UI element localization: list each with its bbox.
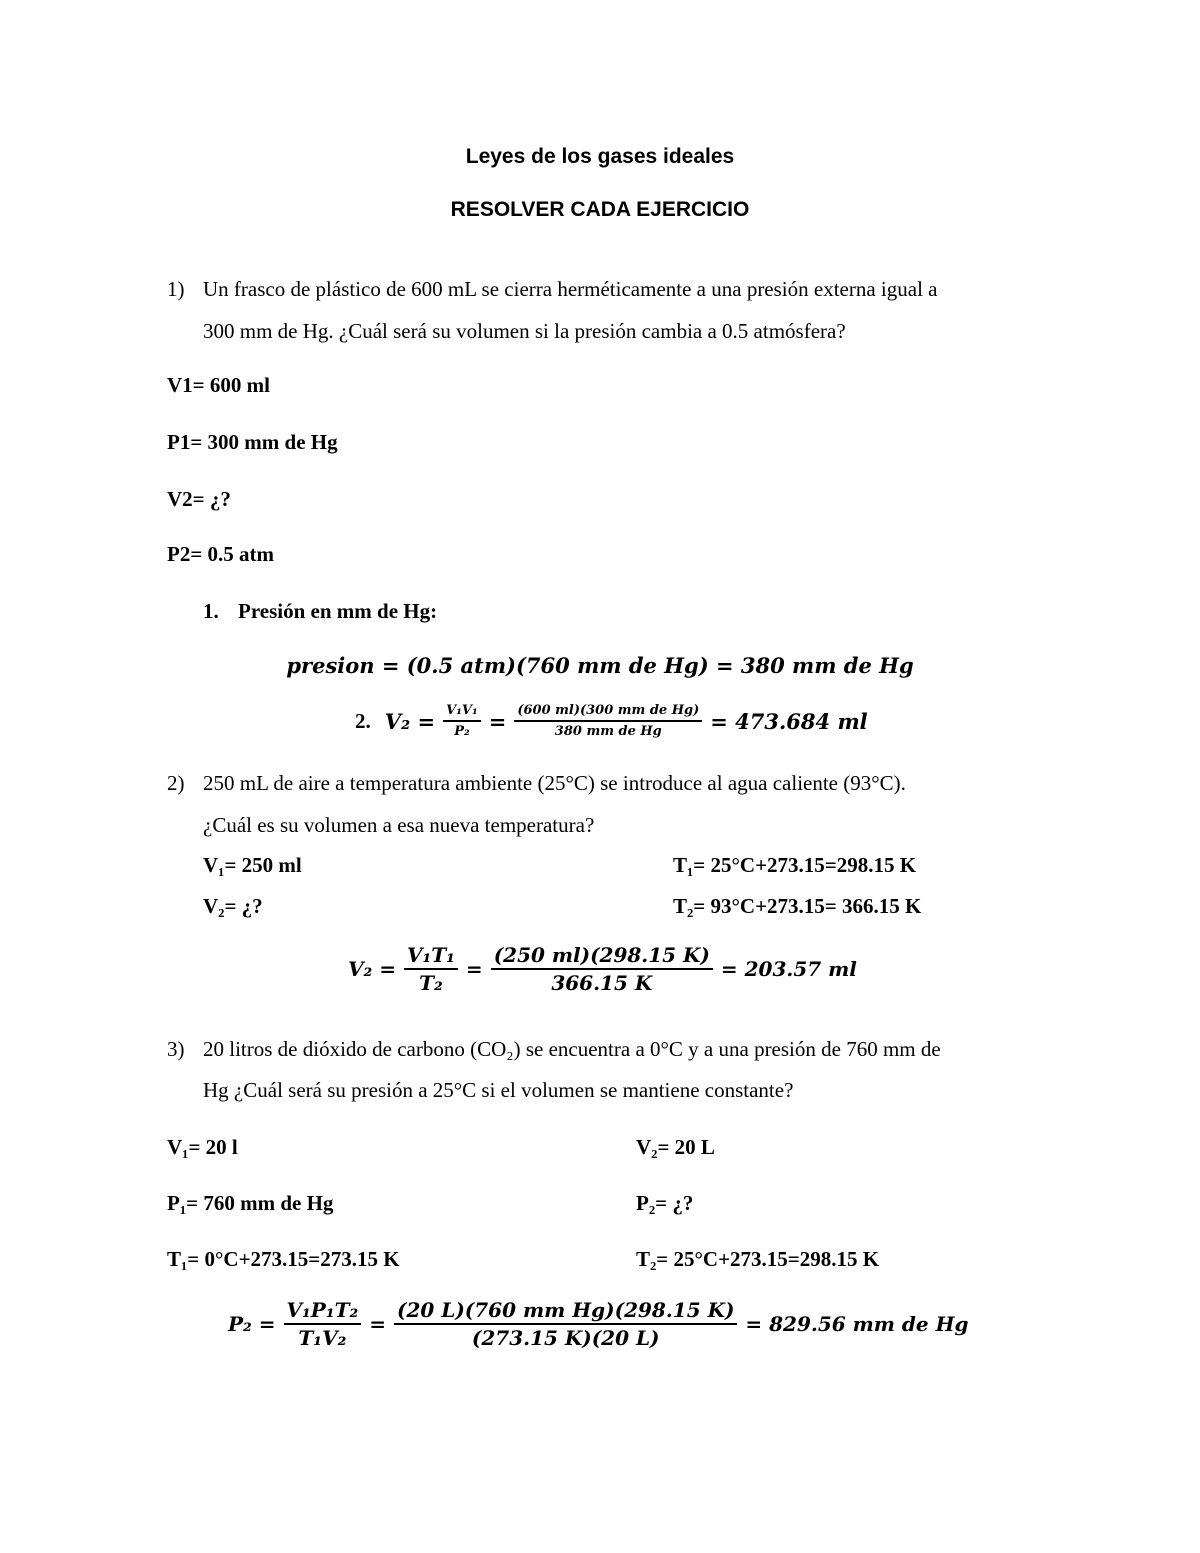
ex3-v2: V₂= 20 L xyxy=(636,1135,715,1159)
ex3-number: 3) xyxy=(167,1037,185,1061)
ex3-t1: T₁= 0°C+273.15=273.15 K xyxy=(167,1247,400,1271)
ex1-statement-line2: 300 mm de Hg. ¿Cuál será su volumen si la presión cambia a 0.5 atmósfera? xyxy=(203,319,846,343)
page-subtitle: RESOLVER CADA EJERCICIO xyxy=(450,198,750,221)
ex3-result: = 829.56 mm de Hg xyxy=(745,1312,969,1336)
ex3-v1: V₁= 20 l xyxy=(167,1135,238,1159)
ex3-statement-line1: 20 litros de dióxido de carbono (CO₂) se encuentra a 0°C y a una presión de 760 mm de xyxy=(203,1037,941,1061)
ex1-step1-label: Presión en mm de Hg: xyxy=(238,599,438,623)
ex3-statement-line2: Hg ¿Cuál será su presión a 25°C si el volumen se mantiene constante? xyxy=(203,1078,794,1102)
ex3-pressure-equation: P₂ = $\frac{\text{V₁P₁T₂}}{\text{T₁V₂}}$ = $\frac{\text{(20 L)(760 mm Hg)(298.15 K)}}{(273.15 K)(20 L)}$ = 829.56 mm de Hg xyxy=(228,1298,969,1350)
ex1-p2: P2= 0.5 atm xyxy=(167,542,275,566)
ex3-values-numerator: (20 L)(760 mm Hg)(298.15 K) xyxy=(394,1300,737,1325)
ex3-values-denominator: (273.15 K)(20 L) xyxy=(471,1326,660,1350)
ex1-p1: P1= 300 mm de Hg xyxy=(167,430,338,454)
ex1-v1: V1= 600 ml xyxy=(167,373,270,397)
ex1-step2-number: 2. xyxy=(355,708,371,733)
ex3-t2: T₂= 25°C+273.15=298.15 K xyxy=(636,1247,880,1271)
ex2-statement-line2: ¿Cuál es su volumen a esa nueva temperatura? xyxy=(203,813,595,837)
ex2-fraction-values xyxy=(491,945,713,993)
ex1-number: 1) xyxy=(167,277,185,301)
ex1-formula-numerator: V₁V₁ xyxy=(443,704,481,722)
ex2-fraction-formula xyxy=(404,945,458,993)
ex1-values-denominator: 380 mm de Hg xyxy=(554,724,662,739)
ex2-t2: T₂= 93°C+273.15= 366.15 K xyxy=(673,894,922,918)
ex2-values-denominator: 366.15 K xyxy=(551,971,653,995)
ex1-fraction-values xyxy=(514,704,702,738)
ex1-eq-lhs: V₂ = xyxy=(384,708,436,734)
ex3-formula-denominator: T₁V₂ xyxy=(298,1326,347,1350)
ex2-result: = 203.57 ml xyxy=(720,957,857,981)
ex2-volume-equation: V₂ = $\frac{\text{V₁T₁}}{\text{T₂}}$ = $\frac{(250 ml)(298.15 K)}{366.15 K}$ = 203.57 ml xyxy=(348,943,857,995)
ex2-v1: V₁= 250 ml xyxy=(203,853,302,877)
ex1-formula-denominator: P₂ xyxy=(454,724,470,739)
ex2-formula-denominator: T₂ xyxy=(419,971,443,995)
ex3-fraction-values xyxy=(394,1300,737,1348)
ex3-fraction-formula xyxy=(284,1300,362,1348)
ex1-volume-equation: 2. V₂ = $\frac{\text{V₁V₁}}{\text{P₂}}$ = $\frac{\text{(600 ml)(300 mm de Hg)}}{\text{380 mm de Hg}}$ = 473.684 ml xyxy=(355,703,868,739)
page-title: Leyes de los gases ideales xyxy=(465,145,735,168)
ex2-values-numerator: (250 ml)(298.15 K) xyxy=(491,945,713,970)
ex3-p1: P₁= 760 mm de Hg xyxy=(167,1191,334,1215)
ex1-pressure-equation: presion = (0.5 atm)(760 mm de Hg) = 380 mm de Hg xyxy=(286,653,914,678)
ex2-statement-line1: 250 mL de aire a temperatura ambiente (25°C) se introduce al agua caliente (93°C). xyxy=(203,771,906,795)
ex1-step1-number: 1. xyxy=(203,599,219,623)
ex2-t1: T₁= 25°C+273.15=298.15 K xyxy=(673,853,917,877)
ex2-number: 2) xyxy=(167,771,185,795)
ex2-v2: V₂= ¿? xyxy=(203,894,263,918)
ex1-statement-line1: Un frasco de plástico de 600 mL se cierra herméticamente a una presión externa igual a xyxy=(203,277,938,301)
ex1-values-numerator: (600 ml)(300 mm de Hg) xyxy=(514,704,702,722)
ex1-fraction-formula xyxy=(443,704,481,738)
ex3-formula-numerator: V₁P₁T₂ xyxy=(284,1300,362,1325)
ex2-formula-numerator: V₁T₁ xyxy=(404,945,458,970)
ex1-result: = 473.684 ml xyxy=(710,708,868,734)
ex1-v2: V2= ¿? xyxy=(167,487,231,511)
ex2-eq-lhs: V₂ = xyxy=(348,957,396,981)
ex3-eq-lhs: P₂ = xyxy=(228,1312,276,1336)
ex3-p2: P₂= ¿? xyxy=(636,1191,694,1215)
